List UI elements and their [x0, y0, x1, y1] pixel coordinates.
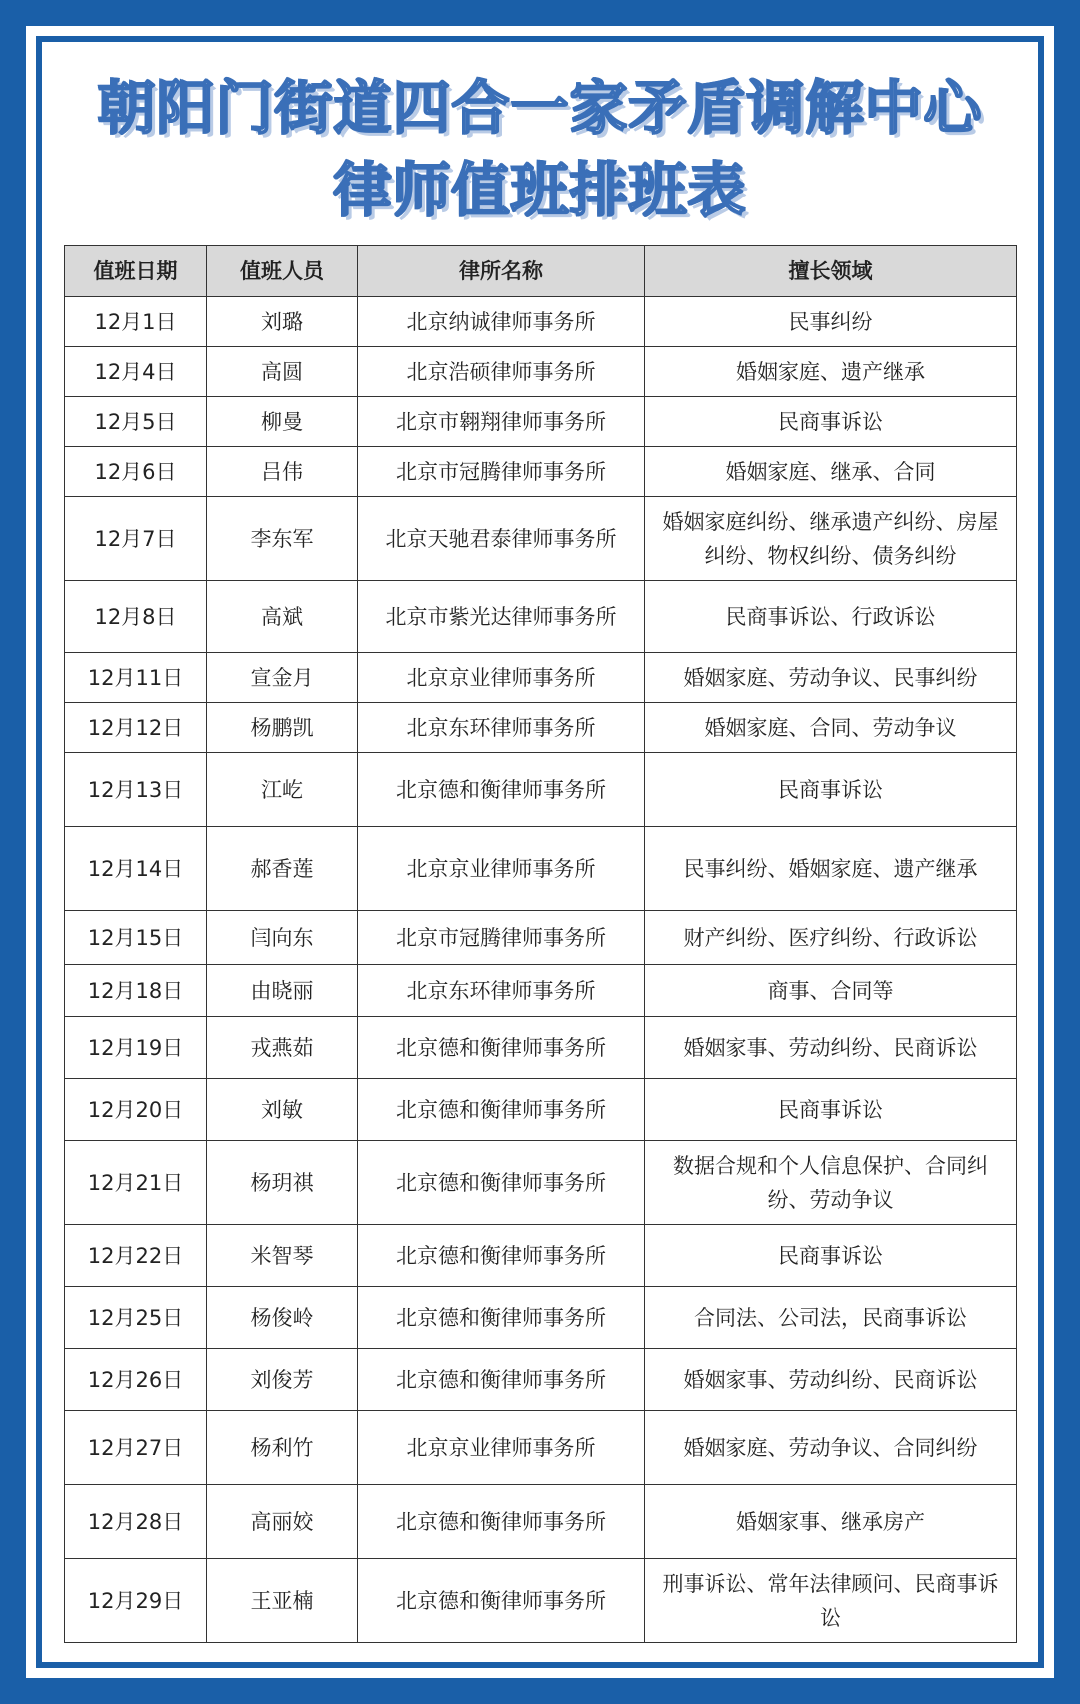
table-row [65, 1287, 1017, 1349]
date-cell: 12月8日 [65, 581, 207, 653]
table-row [65, 753, 1017, 827]
date-cell: 12月1日 [65, 297, 207, 347]
table-row [65, 447, 1017, 497]
table-row [65, 653, 1017, 703]
table-body [65, 297, 1017, 1643]
firm-cell: 北京纳诚律师事务所 [358, 297, 645, 347]
person-cell: 刘俊芳 [207, 1349, 358, 1411]
header-firm: 律所名称 [358, 246, 645, 297]
person-cell: 江屹 [207, 753, 358, 827]
page-title: 朝阳门街道四合一家矛盾调解中心 [97, 74, 983, 142]
specialty-cell: 民商事诉讼 [645, 1225, 1017, 1287]
person-cell: 郝香莲 [207, 827, 358, 911]
firm-cell: 北京东环律师事务所 [358, 965, 645, 1017]
person-cell: 刘璐 [207, 297, 358, 347]
specialty-cell: 婚姻家庭、劳动争议、合同纠纷 [645, 1411, 1017, 1485]
table-row [65, 347, 1017, 397]
firm-cell: 北京市冠腾律师事务所 [358, 911, 645, 965]
person-cell: 宣金月 [207, 653, 358, 703]
date-cell: 12月18日 [65, 965, 207, 1017]
specialty-cell: 民商事诉讼 [645, 753, 1017, 827]
person-cell: 高斌 [207, 581, 358, 653]
header-person: 值班人员 [207, 246, 358, 297]
specialty-cell: 商事、合同等 [645, 965, 1017, 1017]
specialty-cell: 数据合规和个人信息保护、合同纠纷、劳动争议 [645, 1141, 1017, 1225]
date-cell: 12月26日 [65, 1349, 207, 1411]
specialty-cell: 婚姻家庭、劳动争议、民事纠纷 [645, 653, 1017, 703]
firm-cell: 北京德和衡律师事务所 [358, 1559, 645, 1643]
date-cell: 12月29日 [65, 1559, 207, 1643]
table-row [65, 911, 1017, 965]
table-row [65, 1349, 1017, 1411]
specialty-cell: 合同法、公司法，民商事诉讼 [645, 1287, 1017, 1349]
person-cell: 柳曼 [207, 397, 358, 447]
firm-cell: 北京京业律师事务所 [358, 827, 645, 911]
firm-cell: 北京德和衡律师事务所 [358, 1287, 645, 1349]
table-row [65, 1141, 1017, 1225]
page-subtitle: 律师值班排班表 [333, 156, 747, 224]
specialty-cell: 婚姻家事、劳动纠纷、民商诉讼 [645, 1349, 1017, 1411]
firm-cell: 北京德和衡律师事务所 [358, 1225, 645, 1287]
table-row [65, 497, 1017, 581]
table-row [65, 965, 1017, 1017]
specialty-cell: 婚姻家庭、合同、劳动争议 [645, 703, 1017, 753]
specialty-cell: 婚姻家庭纠纷、继承遗产纠纷、房屋纠纷、物权纠纷、债务纠纷 [645, 497, 1017, 581]
header-date: 值班日期 [65, 246, 207, 297]
date-cell: 12月4日 [65, 347, 207, 397]
table-row [65, 1485, 1017, 1559]
specialty-cell: 民事纠纷 [645, 297, 1017, 347]
person-cell: 高圆 [207, 347, 358, 397]
person-cell: 杨利竹 [207, 1411, 358, 1485]
date-cell: 12月14日 [65, 827, 207, 911]
table-row [65, 703, 1017, 753]
date-cell: 12月7日 [65, 497, 207, 581]
date-cell: 12月11日 [65, 653, 207, 703]
table-row [65, 827, 1017, 911]
table-row [65, 581, 1017, 653]
firm-cell: 北京市紫光达律师事务所 [358, 581, 645, 653]
specialty-cell: 婚姻家事、劳动纠纷、民商诉讼 [645, 1017, 1017, 1079]
firm-cell: 北京市翱翔律师事务所 [358, 397, 645, 447]
firm-cell: 北京东环律师事务所 [358, 703, 645, 753]
table-row [65, 1017, 1017, 1079]
specialty-cell: 民事纠纷、婚姻家庭、遗产继承 [645, 827, 1017, 911]
person-cell: 吕伟 [207, 447, 358, 497]
specialty-cell: 婚姻家事、继承房产 [645, 1485, 1017, 1559]
firm-cell: 北京京业律师事务所 [358, 1411, 645, 1485]
person-cell: 李东军 [207, 497, 358, 581]
table-row [65, 1079, 1017, 1141]
date-cell: 12月20日 [65, 1079, 207, 1141]
duty-schedule-table [64, 245, 1017, 1643]
firm-cell: 北京浩硕律师事务所 [358, 347, 645, 397]
date-cell: 12月5日 [65, 397, 207, 447]
specialty-cell: 婚姻家庭、遗产继承 [645, 347, 1017, 397]
table-header-row [65, 246, 1017, 297]
specialty-cell: 刑事诉讼、常年法律顾问、民商事诉讼 [645, 1559, 1017, 1643]
table-row [65, 1559, 1017, 1643]
date-cell: 12月27日 [65, 1411, 207, 1485]
header-specialty: 擅长领域 [645, 246, 1017, 297]
date-cell: 12月21日 [65, 1141, 207, 1225]
table-row [65, 297, 1017, 347]
firm-cell: 北京市冠腾律师事务所 [358, 447, 645, 497]
table-row [65, 1225, 1017, 1287]
firm-cell: 北京德和衡律师事务所 [358, 1017, 645, 1079]
person-cell: 戎燕茹 [207, 1017, 358, 1079]
date-cell: 12月28日 [65, 1485, 207, 1559]
date-cell: 12月22日 [65, 1225, 207, 1287]
firm-cell: 北京德和衡律师事务所 [358, 1349, 645, 1411]
firm-cell: 北京京业律师事务所 [358, 653, 645, 703]
person-cell: 杨玥祺 [207, 1141, 358, 1225]
person-cell: 米智琴 [207, 1225, 358, 1287]
date-cell: 12月19日 [65, 1017, 207, 1079]
date-cell: 12月25日 [65, 1287, 207, 1349]
firm-cell: 北京德和衡律师事务所 [358, 753, 645, 827]
date-cell: 12月12日 [65, 703, 207, 753]
firm-cell: 北京德和衡律师事务所 [358, 1141, 645, 1225]
date-cell: 12月13日 [65, 753, 207, 827]
specialty-cell: 民商事诉讼、行政诉讼 [645, 581, 1017, 653]
person-cell: 杨俊岭 [207, 1287, 358, 1349]
person-cell: 刘敏 [207, 1079, 358, 1141]
person-cell: 高丽姣 [207, 1485, 358, 1559]
specialty-cell: 财产纠纷、医疗纠纷、行政诉讼 [645, 911, 1017, 965]
specialty-cell: 民商事诉讼 [645, 1079, 1017, 1141]
table-row [65, 397, 1017, 447]
person-cell: 王亚楠 [207, 1559, 358, 1643]
date-cell: 12月6日 [65, 447, 207, 497]
firm-cell: 北京德和衡律师事务所 [358, 1485, 645, 1559]
person-cell: 由晓丽 [207, 965, 358, 1017]
specialty-cell: 婚姻家庭、继承、合同 [645, 447, 1017, 497]
firm-cell: 北京天驰君泰律师事务所 [358, 497, 645, 581]
firm-cell: 北京德和衡律师事务所 [358, 1079, 645, 1141]
person-cell: 杨鹏凯 [207, 703, 358, 753]
person-cell: 闫向东 [207, 911, 358, 965]
specialty-cell: 民商事诉讼 [645, 397, 1017, 447]
table-row [65, 1411, 1017, 1485]
date-cell: 12月15日 [65, 911, 207, 965]
